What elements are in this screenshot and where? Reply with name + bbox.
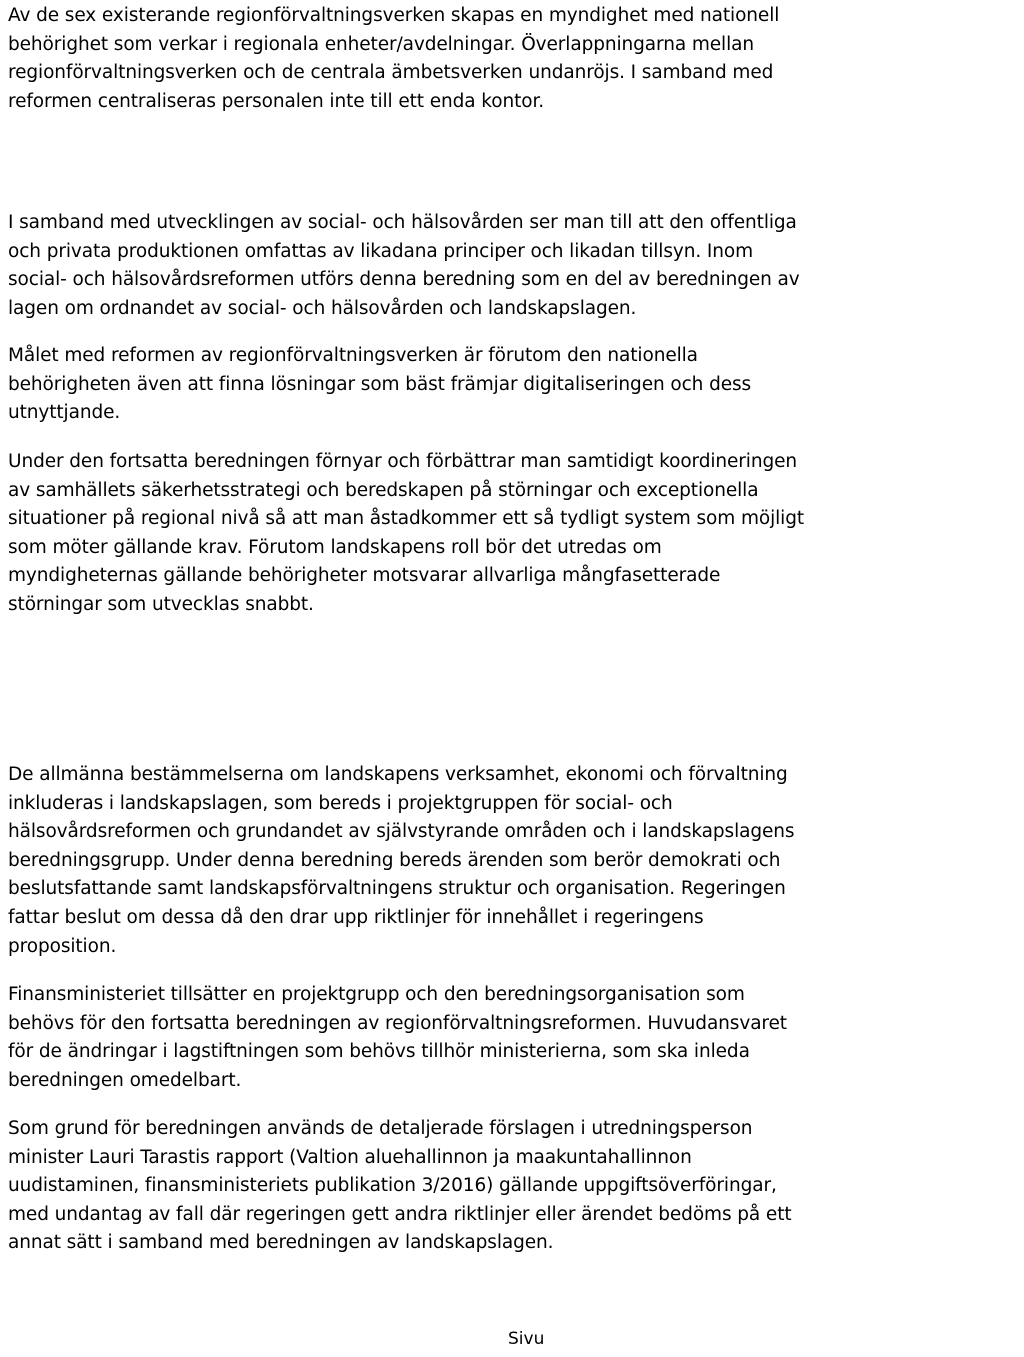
paragraph-social-health-care <box>8 209 1020 323</box>
text-line: behövs för den fortsatta beredningen av regionförvaltningsreformen. Huvudansvaret <box>8 1012 787 1034</box>
text-line: Under den fortsatta beredningen förnyar och förbättrar man samtidigt koordineringen <box>8 451 798 472</box>
text-line: fattar beslut om dessa då den drar upp riktlinjer för innehållet i regeringens <box>8 906 704 928</box>
text-line: med undantag av fall där regeringen gett andra riktlinjer eller ärendet bedöms på ett <box>8 1203 792 1225</box>
text-line: situationer på regional nivå så att man åstadkommer ett så tydligt system som möjligt <box>8 508 804 530</box>
text-line: Finansministeriet tillsätter en projektgrupp och den beredningsorganisation som <box>8 984 745 1005</box>
text-line: störningar som utvecklas snabbt. <box>8 593 314 615</box>
paragraph-reform-goal <box>8 342 1020 428</box>
text-line: Som grund för beredningen används de detaljerade förslagen i utredningsperson <box>8 1118 753 1139</box>
text-line: reformen centraliseras personalen inte till ett enda kontor. <box>8 90 545 112</box>
text-line: beslutsfattande samt landskapsförvaltningens struktur och organisation. Regeringen <box>8 878 786 900</box>
text-line: utnyttjande. <box>8 402 121 424</box>
text-line: behörighet som verkar i regionala enheter/avdelningar. Överlappningarna mellan <box>8 33 755 55</box>
text-line: Av de sex existerande regionförvaltningsverken skapas en myndighet med nationell <box>8 5 780 26</box>
text-line: regionförvaltningsverken och de centrala ämbetsverken undanröjs. I samband med <box>8 62 774 84</box>
text-line: I samband med utvecklingen av social- och hälsovården ser man till att den offentliga <box>8 212 797 233</box>
paragraph-general-provisions <box>8 761 1020 961</box>
paragraph-basis-for-preparation <box>8 1115 1020 1258</box>
text-line: annat sätt i samband med beredningen av landskapslagen. <box>8 1232 554 1254</box>
text-line: och privata produktionen omfattas av likadana principer och likadan tillsyn. Inom <box>8 240 754 262</box>
text-line: minister Lauri Tarastis rapport (Valtion aluehallinnon ja maakuntahallinnon <box>8 1146 692 1168</box>
page-footer-label: Sivu <box>508 1329 545 1349</box>
text-line: av samhällets säkerhetsstrategi och beredskapen på störningar och exceptionella <box>8 479 759 501</box>
text-line: hälsovårdsreformen och grundandet av självstyrande områden och i landskapslagens <box>8 821 795 843</box>
text-line: social- och hälsovårdsreformen utförs denna beredning som en del av beredningen av <box>8 269 800 291</box>
text-line: proposition. <box>8 935 117 957</box>
text-line: för de ändringar i lagstiftningen som behövs tillhör ministerierna, som ska inleda <box>8 1041 750 1063</box>
text-line: beredningsgrupp. Under denna beredning bereds ärenden som berör demokrati och <box>8 849 781 871</box>
text-line: beredningen omedelbart. <box>8 1069 242 1091</box>
text-line: lagen om ordnandet av social- och hälsovården och landskapslagen. <box>8 297 637 319</box>
paragraph-regional-authority <box>8 2 1020 116</box>
text-line: som möter gällande krav. Förutom landskapens roll bör det utredas om <box>8 536 662 558</box>
text-line: behörigheten även att finna lösningar som bäst främjar digitaliseringen och dess <box>8 373 752 395</box>
text-line: uudistaminen, finansministeriets publikation 3/2016) gällande uppgiftsöverföringar, <box>8 1175 777 1197</box>
text-line: Målet med reformen av regionförvaltningsverken är förutom den nationella <box>8 345 698 366</box>
text-line: myndigheternas gällande behörigheter motsvarar allvarliga mångfasetterade <box>8 565 721 587</box>
text-line: De allmänna bestämmelserna om landskapens verksamhet, ekonomi och förvaltning <box>8 764 788 785</box>
paragraph-security-coordination <box>8 448 1020 620</box>
paragraph-project-group <box>8 981 1020 1095</box>
text-line: inkluderas i landskapslagen, som bereds i projektgruppen för social- och <box>8 792 673 814</box>
